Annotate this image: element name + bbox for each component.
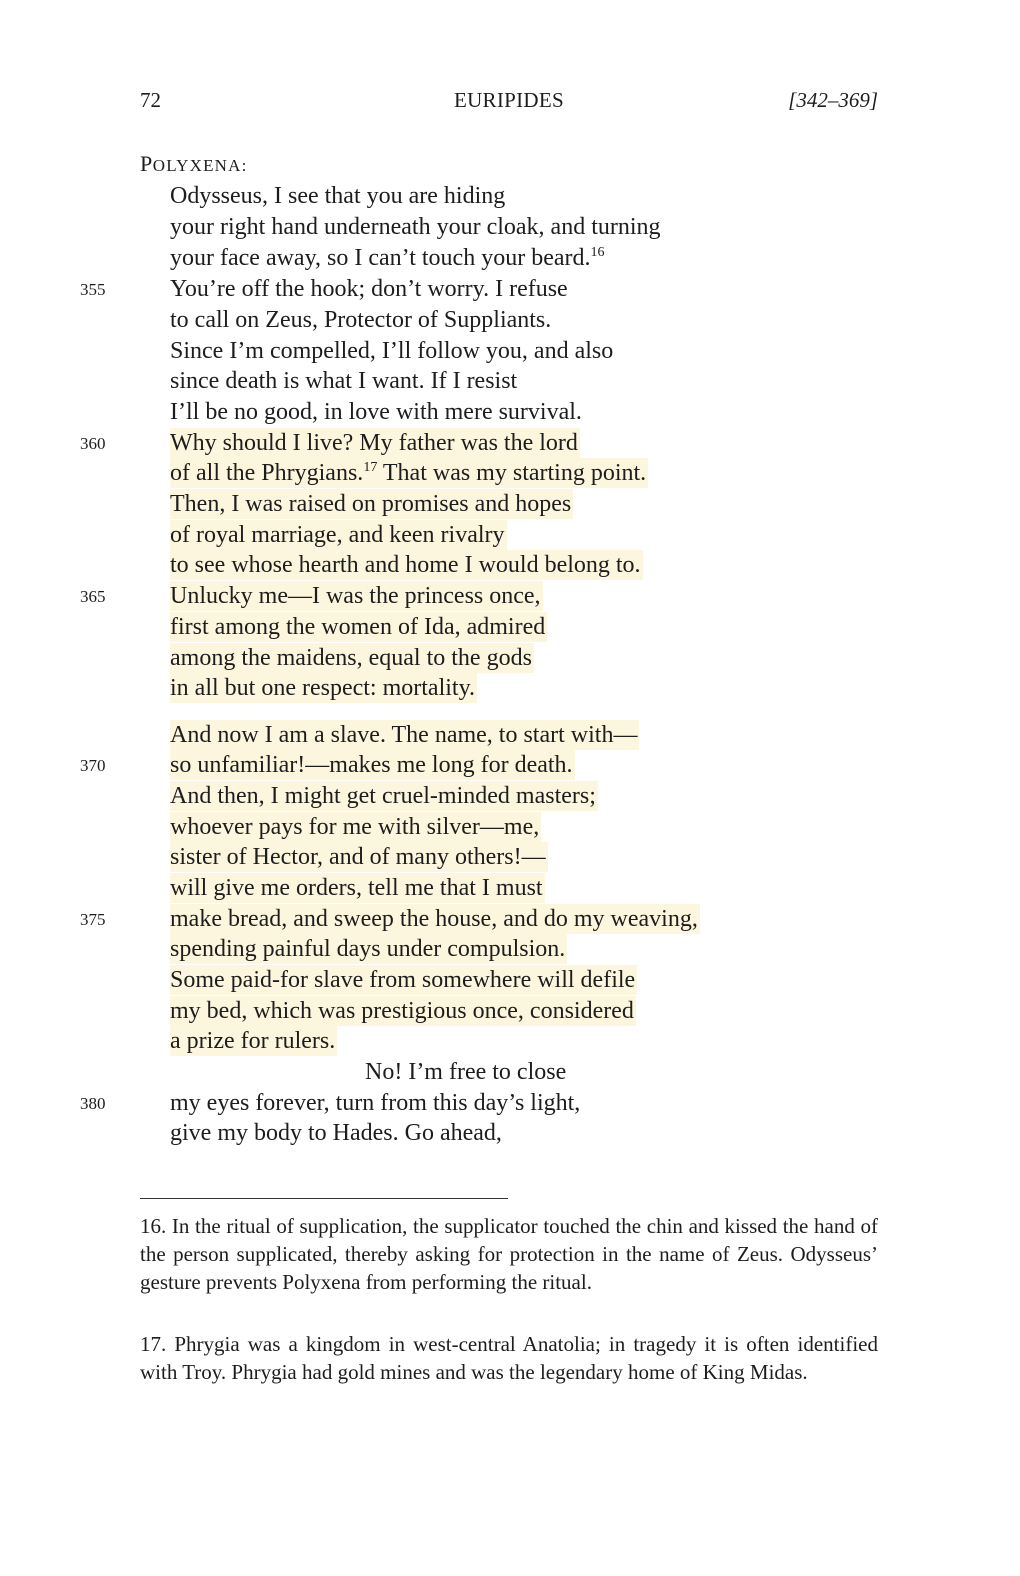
verse-text: my eyes forever, turn from this day’s light, <box>170 1090 581 1116</box>
verse-text: make bread, and sweep the house, and do my weaving, <box>170 906 698 932</box>
speaker-rest: OLYXENA: <box>152 156 248 175</box>
verse-text: Unlucky me—I was the princess once, <box>170 583 541 609</box>
verse-text: of royal marriage, and keen rivalry <box>170 522 505 548</box>
verse-text: since death is what I want. If I resist <box>170 368 518 394</box>
verse-line <box>170 1088 580 1119</box>
footnote-16: 16. In the ritual of supplication, the supplicator touched the chin and kissed the hand of the person supplicated, thereby asking for protection in the name of Zeus. Odysseus’ gesture prevents Polyxena from performing the ritual. <box>140 1214 878 1294</box>
line-number: 360 <box>80 434 106 453</box>
verse-line <box>170 750 575 781</box>
verse-line <box>170 781 598 812</box>
verse-line <box>170 305 551 336</box>
verse-text: in all but one respect: mortality. <box>170 675 476 701</box>
verse-line <box>170 489 573 520</box>
verse-line <box>170 612 547 643</box>
verse-line <box>170 181 505 212</box>
verse-text: first among the women of Ida, admired <box>170 614 546 640</box>
verse-text: a prize for rulers. <box>170 1028 336 1054</box>
verse-text: my bed, which was prestigious once, considered <box>170 998 634 1024</box>
verse-text: No! I’m free to close <box>365 1059 567 1085</box>
verse-text: Odysseus, I see that you are hiding <box>170 183 506 209</box>
speaker-initial: P <box>140 151 153 176</box>
verse-line <box>170 366 517 397</box>
verse-text: your face away, so I can’t touch your beard. <box>170 245 591 271</box>
verse-line <box>170 965 637 996</box>
verse-text: to call on Zeus, Protector of Suppliants. <box>170 307 552 333</box>
line-number: 380 <box>80 1094 106 1113</box>
verse-line <box>170 934 567 965</box>
verse-line <box>170 397 582 428</box>
verse-line <box>170 812 541 843</box>
verse-text: give my body to Hades. Go ahead, <box>170 1120 502 1146</box>
verse-line <box>170 873 545 904</box>
verse-line <box>170 643 534 674</box>
verse-text: Some paid-for slave from somewhere will defile <box>170 967 636 993</box>
line-number: 355 <box>80 280 106 299</box>
footnote-rule <box>140 1198 508 1199</box>
verse-line <box>170 996 636 1027</box>
verse-line <box>170 458 648 489</box>
verse-text: to see whose hearth and home I would belong to. <box>170 552 641 578</box>
footnote-17: 17. Phrygia was a kingdom in west-central Anatolia; in tragedy it is often identified with Troy. Phrygia had gold mines and was the legendary home of King Midas. <box>140 1332 878 1384</box>
verse-text-cont: That was my starting point. <box>377 460 647 486</box>
verse-line <box>170 428 580 459</box>
verse-text: whoever pays for me with silver—me, <box>170 814 540 840</box>
verse-line <box>170 842 548 873</box>
verse-text: And now I am a slave. The name, to start with— <box>170 722 638 748</box>
verse-text: of all the Phrygians. <box>170 460 364 486</box>
verse-line <box>170 904 700 935</box>
verse-text: You’re off the hook; don’t worry. I refuse <box>170 276 568 302</box>
verse-line <box>170 336 613 367</box>
verse-line <box>170 243 605 274</box>
verse-line <box>170 550 643 581</box>
verse-line <box>170 1026 337 1057</box>
verse-line <box>365 1057 566 1088</box>
line-number: 370 <box>80 756 106 775</box>
verse-text: among the maidens, equal to the gods <box>170 645 532 671</box>
verse-line <box>170 720 639 751</box>
verse-text: will give me orders, tell me that I must <box>170 875 543 901</box>
speaker-name <box>140 151 248 177</box>
book-title: EURIPIDES <box>453 88 565 112</box>
verse-text: sister of Hector, and of many others!— <box>170 844 546 870</box>
verse-line <box>170 1118 502 1149</box>
verse-text: Then, I was raised on promises and hopes <box>170 491 572 517</box>
verse-line <box>170 673 477 704</box>
verse-text: your right hand underneath your cloak, and turning <box>170 214 661 240</box>
verse-text: Why should I live? My father was the lord <box>170 430 578 456</box>
line-number: 375 <box>80 910 106 929</box>
verse-text: I’ll be no good, in love with mere survival. <box>170 399 582 425</box>
verse-line <box>170 520 507 551</box>
verse-line <box>170 581 543 612</box>
line-range: [342–369] <box>788 88 878 112</box>
running-head <box>140 88 878 118</box>
page-number: 72 <box>140 88 161 112</box>
line-number: 365 <box>80 587 106 606</box>
footnote-marker: 16 <box>590 245 605 260</box>
verse-line <box>170 274 568 305</box>
verse-text: so unfamiliar!—makes me long for death. <box>170 752 573 778</box>
verse-text: And then, I might get cruel-minded masters; <box>170 783 596 809</box>
verse-line <box>170 212 661 243</box>
verse-text: spending painful days under compulsion. <box>170 936 566 962</box>
footnote-marker: 17 <box>363 460 378 475</box>
verse-text: Since I’m compelled, I’ll follow you, and also <box>170 338 614 364</box>
